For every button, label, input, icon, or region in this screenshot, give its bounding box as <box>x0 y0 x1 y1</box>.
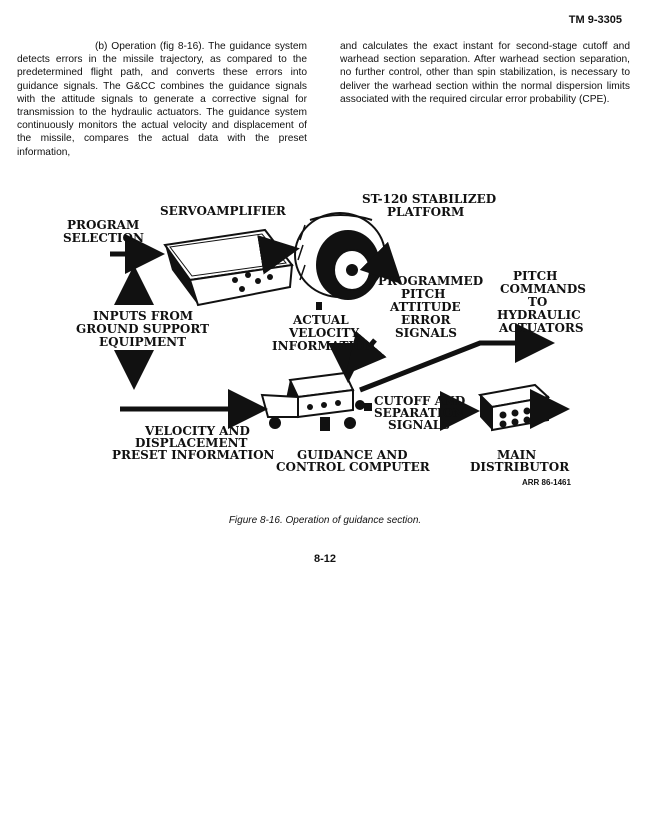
label-pitch-cmd-2: COMMANDS <box>500 282 586 296</box>
label-prog-pitch-2: PITCH <box>401 287 446 301</box>
label-prog-pitch-1: PROGRAMMED <box>378 274 484 288</box>
label-actual-2: VELOCITY <box>289 326 360 340</box>
paragraph-operation: (b) Operation (fig 8-16). The guidance system detects errors in the missile trajectory, as compared to the predetermined flight path, and converts these errors into guidance signals. The G&CC combines the guidance signals with the attitude signals to generate a corrective signal for transmission to the hydraulic actuators. The guidance system continuously monitors the actual velocity and displacement of the missile, compares the actual data with the preset information, <box>17 41 307 158</box>
label-program-1: PROGRAM <box>67 218 140 232</box>
label-st120-2: PLATFORM <box>387 205 465 219</box>
label-inputs-2: GROUND SUPPORT <box>76 322 210 336</box>
label-gcc-2: CONTROL COMPUTER <box>276 460 430 474</box>
bullet-mark <box>364 403 372 411</box>
label-pitch-cmd-4: HYDRAULIC <box>497 308 581 322</box>
label-main-1: MAIN <box>497 448 537 462</box>
label-pitch-cmd-1: PITCH <box>513 269 558 283</box>
document-id: TM 9-3305 <box>568 14 622 26</box>
page-number: 8-12 <box>313 553 337 565</box>
label-cutoff-1: CUTOFF AND <box>374 394 466 408</box>
label-gcc-1: GUIDANCE AND <box>297 448 408 462</box>
st120-platform <box>295 213 385 300</box>
label-velocity-2: DISPLACEMENT <box>135 436 248 450</box>
label-actual-3: INFORMATION <box>272 339 376 353</box>
label-actual-1: ACTUAL <box>293 313 349 327</box>
label-pitch-cmd-5: ACTUATORS <box>499 321 584 335</box>
label-inputs-3: EQUIPMENT <box>99 335 187 349</box>
label-pitch-cmd-3: TO <box>528 295 548 309</box>
gcc-unit <box>262 373 365 431</box>
arrow-gcc-to-pitch-commands <box>360 343 545 390</box>
label-prog-pitch-4: ERROR <box>401 313 451 327</box>
servoamplifier-unit <box>165 230 292 305</box>
guidance-section-diagram <box>0 185 650 495</box>
label-inputs-1: INPUTS FROM <box>93 309 194 323</box>
label-velocity-3: PRESET INFORMATION <box>112 448 275 462</box>
label-main-2: DISTRIBUTOR <box>470 460 570 474</box>
body-left-column <box>17 40 307 159</box>
label-prog-pitch-5: SIGNALS <box>395 326 457 340</box>
main-distributor-unit <box>480 385 548 430</box>
label-st120-1: ST-120 STABILIZED <box>362 192 497 206</box>
label-cutoff-2: SEPARATION <box>374 406 464 420</box>
figure-caption: Figure 8-16. Operation of guidance section. <box>228 515 422 526</box>
body-right-column <box>340 40 630 106</box>
paragraph-continuation: and calculates the exact instant for second-stage cutoff and warhead section separation. After warhead section separation, no further control, other than spin stabilization, is necessary to deliver the warhead section within the normal dispersion limits associated with the required circular error probability (CPE). <box>340 41 630 105</box>
label-velocity-1: VELOCITY AND <box>145 424 250 438</box>
label-prog-pitch-3: ATTITUDE <box>390 300 461 314</box>
label-program-2: SELECTION <box>63 231 144 245</box>
label-cutoff-3: SIGNALS <box>388 418 450 432</box>
bullet-mark <box>316 302 322 310</box>
label-arr-code: ARR 86-1461 <box>522 478 571 487</box>
label-servoamplifier: SERVOAMPLIFIER <box>160 204 286 218</box>
